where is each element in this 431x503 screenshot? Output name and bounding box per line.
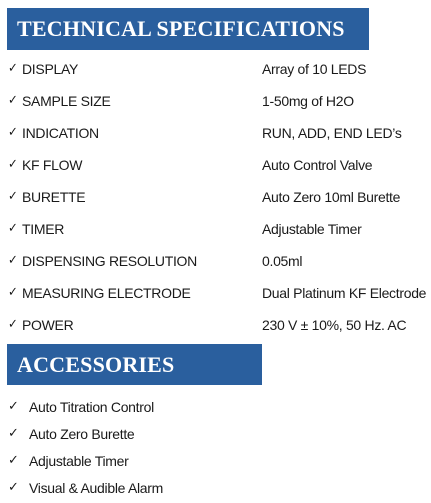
checkmark-icon: ✓: [8, 480, 19, 495]
checkmark-icon: ✓: [8, 93, 18, 108]
checkmark-icon: ✓: [8, 426, 19, 441]
spec-value: 0.05ml: [262, 253, 303, 269]
checkmark-icon: ✓: [8, 453, 19, 468]
checkmark-icon: ✓: [8, 317, 18, 332]
spec-value: Dual Platinum KF Electrode: [262, 285, 427, 301]
checkmark-icon: ✓: [8, 399, 19, 414]
spec-label: KF FLOW: [22, 157, 83, 173]
checkmark-icon: ✓: [8, 157, 18, 172]
spec-value: 1-50mg of H2O: [262, 93, 354, 109]
spec-row-sample-size: [0, 90, 431, 114]
spec-row-burette: [0, 186, 431, 210]
spec-value: Adjustable Timer: [262, 221, 362, 237]
accessories-title: ACCESSORIES: [17, 351, 175, 377]
spec-label: POWER: [22, 317, 74, 333]
checkmark-icon: ✓: [8, 253, 18, 268]
spec-row-timer: [0, 218, 431, 242]
checkmark-icon: ✓: [8, 285, 18, 300]
spec-row-display: [0, 58, 431, 82]
accessory-label: Auto Zero Burette: [29, 426, 135, 442]
checkmark-icon: ✓: [8, 221, 18, 236]
spec-row-indication: [0, 122, 431, 146]
accessory-item: [0, 396, 300, 418]
spec-label: DISPENSING RESOLUTION: [22, 253, 197, 269]
accessory-item: [0, 450, 300, 472]
spec-value: 230 V ± 10%, 50 Hz. AC: [262, 317, 407, 333]
spec-label: BURETTE: [22, 189, 86, 205]
spec-row-kf-flow: [0, 154, 431, 178]
accessory-label: Auto Titration Control: [29, 399, 154, 415]
spec-value: Array of 10 LEDS: [262, 61, 367, 77]
spec-row-dispensing-resolution: [0, 250, 431, 274]
spec-row-measuring-electrode: [0, 282, 431, 306]
technical-specifications-title: TECHNICAL SPECIFICATIONS: [17, 16, 345, 41]
technical-specifications-heading: [7, 8, 369, 50]
spec-label: MEASURING ELECTRODE: [22, 285, 191, 301]
checkmark-icon: ✓: [8, 61, 18, 76]
checkmark-icon: ✓: [8, 189, 18, 204]
accessory-label: Adjustable Timer: [29, 453, 129, 469]
accessory-label: Visual & Audible Alarm: [29, 480, 164, 496]
checkmark-icon: ✓: [8, 125, 18, 140]
spec-row-power: [0, 314, 431, 338]
spec-label: SAMPLE SIZE: [22, 93, 111, 109]
accessory-item: [0, 423, 300, 445]
accessories-heading: [7, 344, 262, 385]
spec-label: INDICATION: [22, 125, 99, 141]
accessory-item: [0, 477, 300, 499]
spec-label: DISPLAY: [22, 61, 78, 77]
spec-value: Auto Control Valve: [262, 157, 373, 173]
spec-label: TIMER: [22, 221, 65, 237]
spec-value: RUN, ADD, END LED’s: [262, 125, 402, 141]
spec-value: Auto Zero 10ml Burette: [262, 189, 401, 205]
